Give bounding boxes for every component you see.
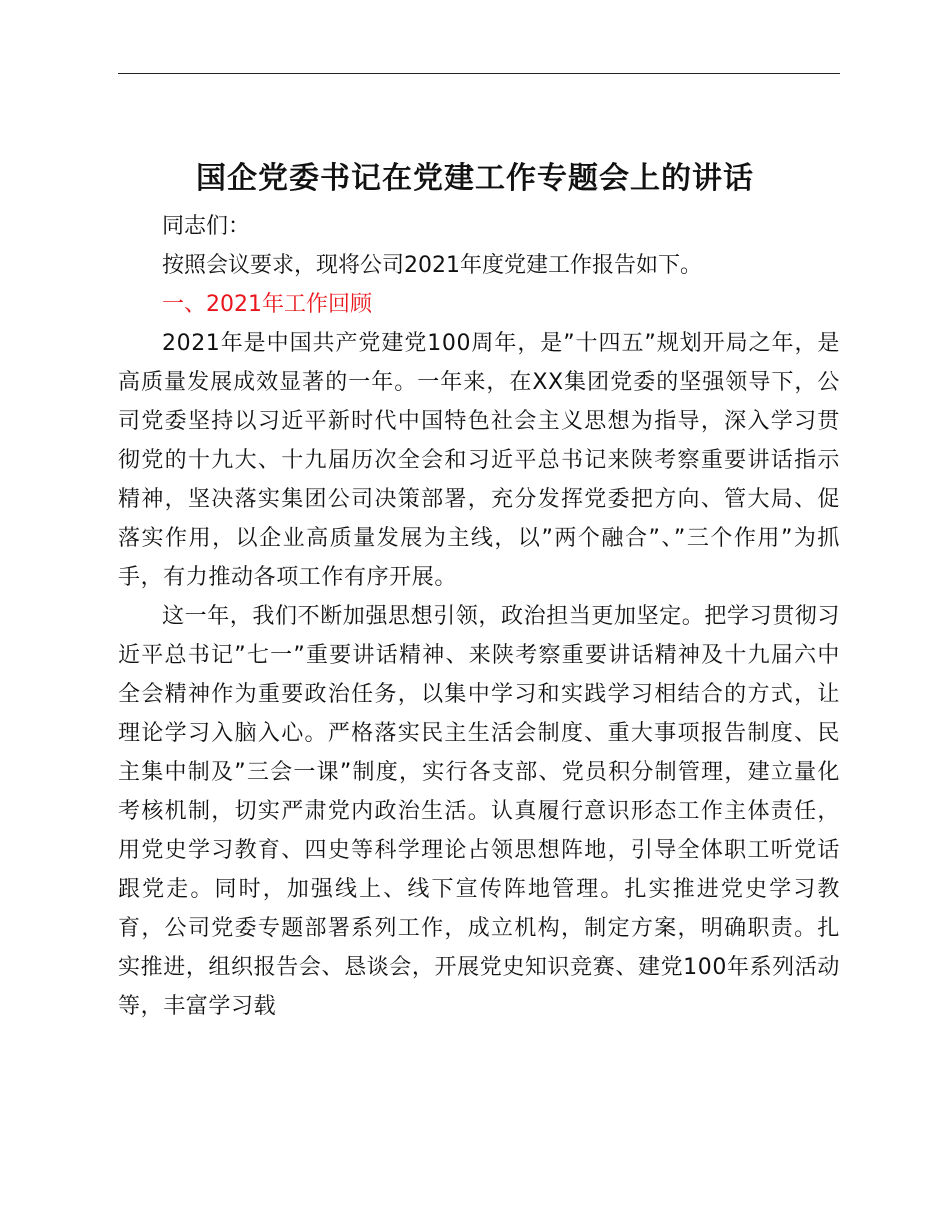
body-paragraph-1: 2021年是中国共产党建党100周年，是”十四五”规划开局之年，是高质量发展成效显著的一年。一年来，在XX集团党委的坚强领导下，公司党委坚持以习近平新时代中国特色社会主义思想为指导，深入学习贯彻党的十九大、十九届历次全会和习近平总书记来陕考察重要讲话指示精神，坚决落实集团公司决策部署，充分发挥党委把方向、管大局、促落实作用，以企业高质量发展为主线，以”两个融合”、”三个作用”为抓手，有力推动各项工作有序开展。: [118, 331, 840, 590]
document-title: 国企党委书记在党建工作专题会上的讲话: [196, 161, 754, 197]
body-paragraph-2: 这一年，我们不断加强思想引领，政治担当更加坚定。把学习贯彻习近平总书记”七一”重要讲话精神、来陕考察重要讲话精神及十九届六中全会精神作为重要政治任务，以集中学习和实践学习相结合的方式，让理论学习入脑入心。严格落实民主生活会制度、重大事项报告制度、民主集中制及”三会一课”制度，实行各支部、党员积分制管理，建立量化考核机制，切实严肃党内政治生活。认真履行意识形态工作主体责任，用党史学习教育、四史等科学理论占领思想阵地，引导全体职工听党话跟党走。同时，加强线上、线下宣传阵地管理。扎实推进党史学习教育，公司党委专题部署系列工作，成立机构，制定方案，明确职责。扎实推进，组织报告会、恳谈会，开展党史知识竞赛、建党100年系列活动等，丰富学习载: [118, 604, 841, 1019]
document-body: [118, 207, 840, 1026]
section-heading: 一、2021年工作回顾: [162, 292, 372, 317]
salutation: 同志们：: [162, 214, 251, 239]
intro-paragraph: 按照会议要求，现将公司2021年度党建工作报告如下。: [162, 253, 702, 278]
header-rule: [118, 73, 840, 74]
